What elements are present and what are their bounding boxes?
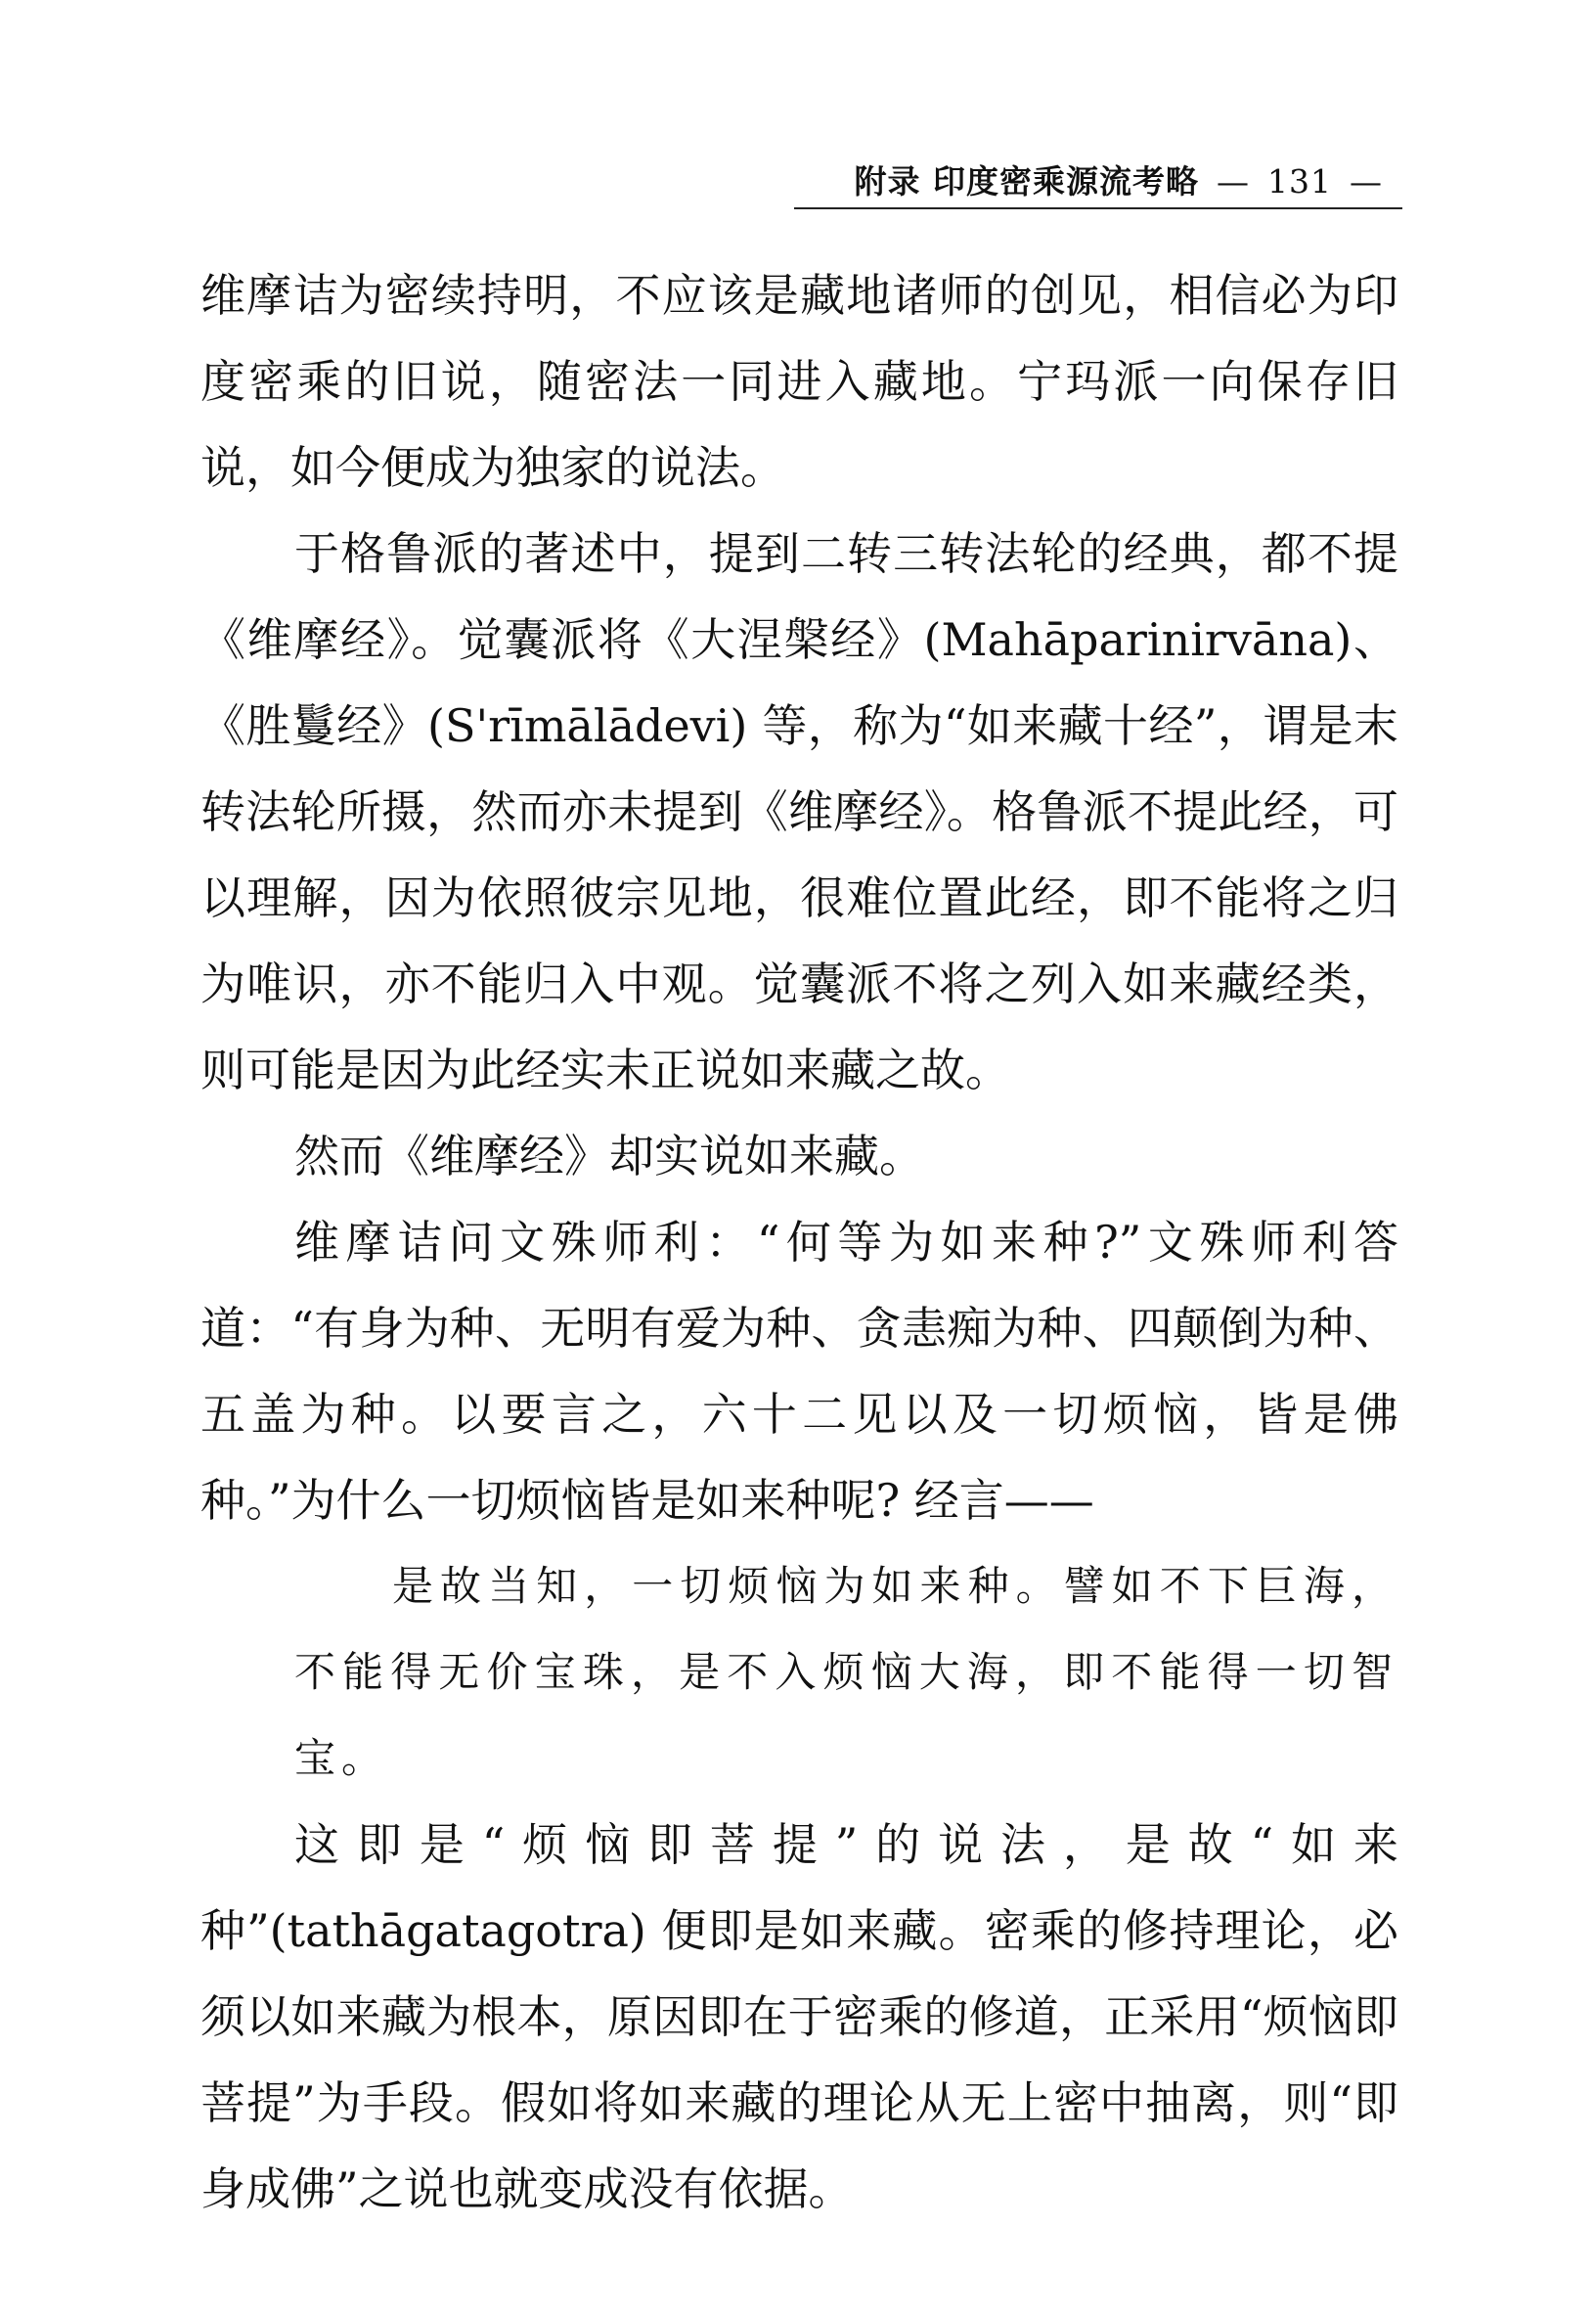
paragraph-vimalakirti-tathagatagarbha: 然而《维摩经》却实说如来藏。 [294,1130,924,1182]
paragraph-dialogue: 维摩诘问文殊师利：“何等为如来种?”文殊师利答道：“有身为种、无明有爱为种、贪恚痴为种、四颠倒为种、五盖为种。以要言之，六十二见以及一切烦恼，皆是佛种。”为什么一切烦恼皆是如来种呢? 经言—— [200,1216,1398,1527]
dash-right: — [1350,162,1383,200]
paragraph-conclusion: 这即是“烦恼即菩提”的说法，是故“如来种”(tathāgatagotra) 便即是如来藏。密乘的修持理论，必须以如来藏为根本，原因即在于密乘的修道，正采用“烦恼即菩提”为手段。假如将如来藏的理论从无上密中抽离，则“即身成佛”之说也就变成没有依据。 [200,1818,1398,2215]
page-number: 131 [1267,162,1332,200]
running-head [794,156,1400,202]
section-title: 附录 印度密乘源流考略 [854,162,1199,200]
block-quote: 是故当知，一切烦恼为如来种。譬如不下巨海，不能得无价宝珠，是不入烦恼大海，即不能得一切智宝。 [294,1562,1398,1782]
paragraph-gelug-jonang: 于格鲁派的著述中，提到二转三转法轮的经典，都不提《维摩经》。觉囊派将《大涅槃经》(Mahāparinirvāna)、《胜鬘经》(S'rīmālādevi) 等，称为“如来藏十经”，谓是末转法轮所摄，然而亦未提到《维摩经》。格鲁派不提此经，可以理解，因为依照彼宗见地，很难位置此经，即不能将之归为唯识，亦不能归入中观。觉囊派不将之列入如来藏经类，则可能是因为此经实未正说如来藏之故。 [200,527,1398,1096]
paragraph-continuation: 维摩诘为密续持明，不应该是藏地诸师的创见，相信必为印度密乘的旧说，随密法一同进入藏地。宁玛派一向保存旧说，如今便成为独家的说法。 [200,269,1398,494]
dash-left: — [1217,162,1250,200]
body-text [200,252,1398,2232]
header-rule [794,207,1402,209]
